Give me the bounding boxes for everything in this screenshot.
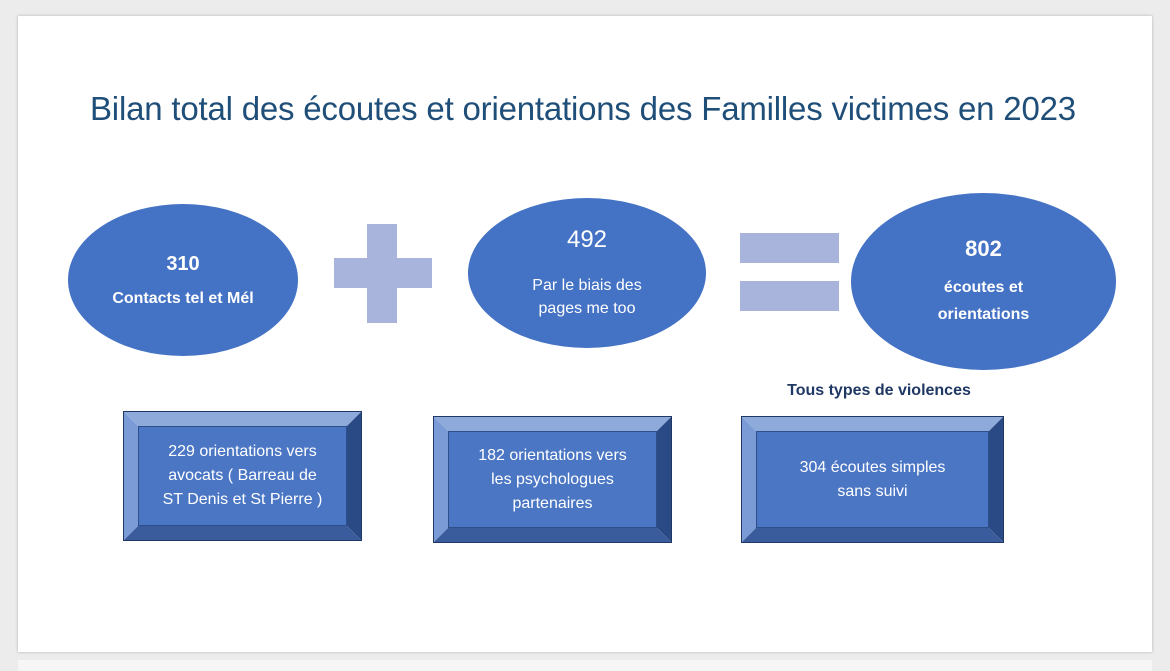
equals-sign-top-bar — [740, 233, 839, 263]
metoo-count: 492 — [566, 226, 608, 253]
equals-sign-bottom-bar — [740, 281, 839, 311]
lawyers-orientation-text — [138, 426, 347, 526]
total-label-line: orientations — [937, 305, 1030, 323]
psychologists-orientation-box — [433, 416, 672, 543]
metoo-label-line: Par le biais des — [532, 277, 642, 294]
slide-title: Bilan total des écoutes et orientations des Familles victimes en 2023 — [90, 90, 1076, 127]
metoo-label — [532, 274, 641, 320]
box-line: ST Denis et St Pierre ) — [162, 491, 323, 508]
box-line: 229 orientations vers — [168, 443, 317, 460]
contacts-count: 310 — [166, 252, 200, 275]
plus-sign-horizontal — [334, 258, 432, 288]
contacts-ellipse — [68, 204, 298, 356]
metoo-label-line: pages me too — [538, 300, 636, 317]
metoo-ellipse — [468, 198, 706, 348]
total-label — [938, 274, 1030, 328]
next-slide-edge — [18, 660, 1152, 671]
box-line: sans suivi — [837, 482, 908, 500]
total-count: 802 — [965, 235, 1002, 261]
box-line: 182 orientations vers — [478, 446, 627, 464]
contacts-label: Contacts tel et Mél — [112, 289, 254, 307]
slide — [18, 16, 1152, 652]
box-line: les psychologues — [491, 470, 614, 488]
simple-listening-box — [741, 416, 1004, 543]
simple-listening-text — [756, 431, 989, 528]
violence-types-caption: Tous types de violences — [787, 382, 971, 399]
box-line: partenaires — [512, 494, 593, 512]
total-ellipse — [851, 193, 1116, 370]
psychologists-orientation-text — [448, 431, 657, 528]
box-line: 304 écoutes simples — [799, 458, 946, 476]
total-label-line: écoutes et — [943, 278, 1024, 296]
box-line: avocats ( Barreau de — [168, 467, 317, 484]
lawyers-orientation-box — [123, 411, 362, 541]
